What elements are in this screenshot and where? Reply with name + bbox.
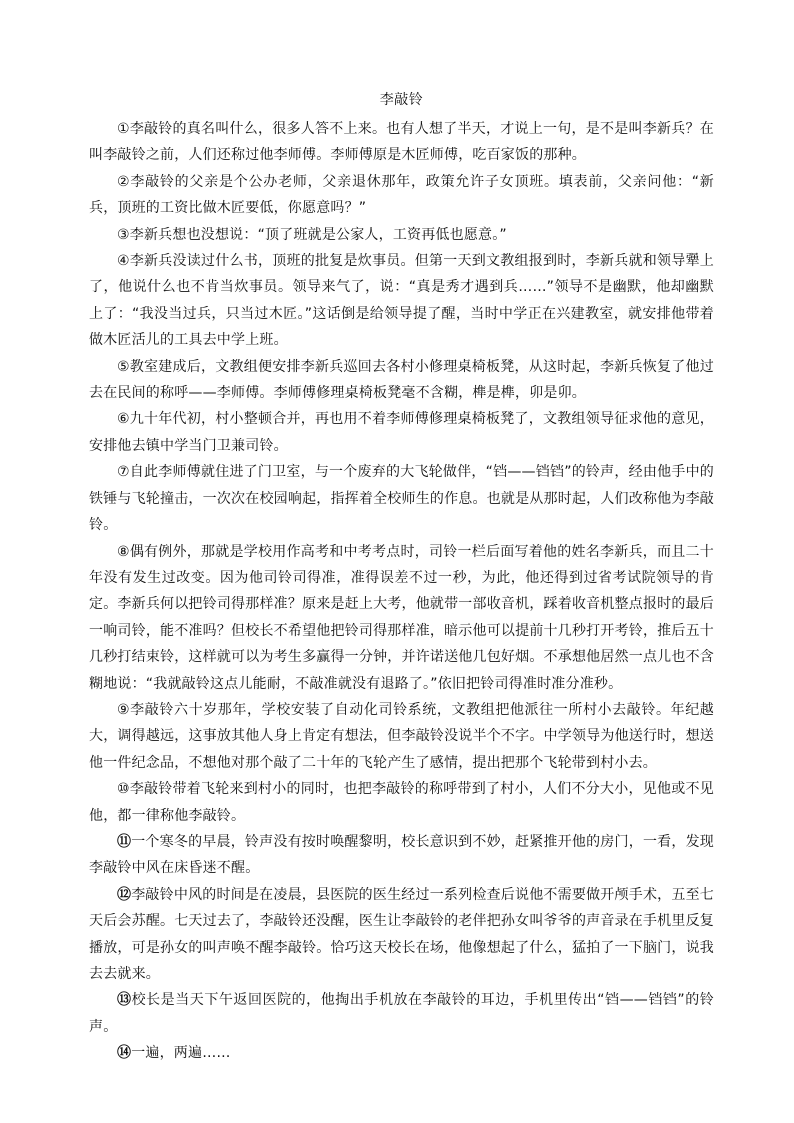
paragraph — [89, 882, 714, 988]
paragraph-number: ⑭ — [117, 1045, 132, 1062]
paragraph — [89, 1040, 714, 1066]
paragraph — [89, 829, 714, 882]
paragraph-number: ④ — [117, 253, 130, 270]
paragraph-text: 一个寒冬的早晨，铃声没有按时唤醒黎明，校长意识到不妙，赶紧推开他的房门，一看，发现李敲铃中风在床昏迷不醒。 — [89, 833, 714, 877]
paragraph — [89, 116, 714, 169]
paragraph-text: 李敲铃的父亲是个公办老师，父亲退休那年，政策允许子女顶班。填表前，父亲问他：“新兵，顶班的工资比做木匠要低，你愿意吗？” — [89, 173, 714, 217]
paragraph-text: 李敲铃中风的时间是在凌晨，县医院的医生经过一系列检查后说他不需要做开颅手术，五至七天后会苏醒。七天过去了，李敲铃还没醒，医生让李敲铃的老伴把孙女叫爷爷的声音录在手机里反复播放，可是孙女的叫声唤不醒李敲铃。恰巧这天校长在场，他像想起了什么，猛拍了一下脑门，说我去去就来。 — [89, 886, 714, 982]
paragraph-text: 李敲铃的真名叫什么，很多人答不上来。也有人想了半天，才说上一句，是不是叫李新兵？在叫李敲铃之前，人们还称过他李师傅。李师傅原是木匠师傅，吃百家饭的那种。 — [89, 121, 714, 164]
paragraph-number: ⑩ — [117, 781, 130, 798]
paragraph-number: ⑪ — [117, 833, 132, 850]
article-body — [89, 116, 714, 1067]
paragraph-number: ⑨ — [117, 701, 131, 718]
paragraph-text: 校长是当天下午返回医院的，他掏出手机放在李敲铃的耳边，手机里传出“铛——铛铛”的铃声。 — [89, 992, 714, 1035]
paragraph — [89, 406, 714, 459]
paragraph — [89, 539, 714, 697]
paragraph-text: 自此李师傅就住进了门卫室，与一个废弃的大飞轮做伴，“铛——铛铛”的铃声，经由他手中的铁锤与飞轮撞击，一次次在校园响起，指挥着全校师生的作息。也就是从那时起，人们改称他为李敲铃。 — [89, 464, 714, 534]
paragraph — [89, 169, 714, 222]
paragraph-text: 李新兵想也没想说：“顶了班就是公家人，工资再低也愿意。” — [129, 226, 507, 243]
paragraph-text: 九十年代初，村小整顿合并，再也用不着李师傅修理桌椅板凳了，文教组领导征求他的意见，安排他去镇中学当门卫兼司铃。 — [89, 411, 714, 454]
paragraph-text: 李敲铃六十岁那年，学校安装了自动化司铃系统，文教组把他派往一所村小去敲铃。年纪越大，调得越远，这事放其他人身上肯定有想法，但李敲铃没说半个不字。中学领导为他送行时，想送他一件纪念品，不想他对那个敲了二十年的飞轮产生了感情，提出把那个飞轮带到村小去。 — [89, 701, 714, 771]
document-title: 李敲铃 — [379, 92, 424, 108]
paragraph — [89, 248, 714, 354]
paragraph — [89, 697, 714, 776]
paragraph-number: ① — [117, 121, 130, 137]
paragraph-number: ③ — [117, 226, 130, 243]
paragraph — [89, 459, 714, 538]
paragraph-number: ⑤ — [117, 358, 130, 375]
paragraph — [89, 354, 714, 407]
paragraph-text: 一遍，两遍…… — [131, 1045, 231, 1062]
paragraph-number: ⑥ — [117, 411, 130, 428]
paragraph-number: ⑦ — [117, 464, 130, 481]
paragraph-number: ⑫ — [117, 886, 132, 903]
paragraph-text: 李敲铃带着飞轮来到村小的同时，也把李敲铃的称呼带到了村小，人们不分大小，见他或不见他，都一律称他李敲铃。 — [89, 781, 714, 824]
paragraph-text: 教室建成后，文教组便安排李新兵巡回去各村小修理桌椅板凳，从这时起，李新兵恢复了他过去在民间的称呼——李师傅。李师傅修理桌椅板凳毫不含糊，榫是榫，卯是卯。 — [89, 358, 714, 402]
paragraph — [89, 987, 714, 1040]
paragraph-number: ⑧ — [117, 543, 130, 560]
paragraph-text: 偶有例外，那就是学校用作高考和中考考点时，司铃一栏后面写着他的姓名李新兵，而且二十年没有发生过改变。因为他司铃司得准，准得误差不过一秒，为此，他还得到过省考试院领导的肯定。李新兵何以把铃司得那样准？原来是赶上大考，他就带一部收音机，踩着收音机整点报时的最后一响司铃，能不准吗？但校长不希望他把铃司得那样准，暗示他可以提前十几秒打开考铃，推后五十几秒打结束铃，这样就可以为考生多赢得一分钟，并许诺送他几包好烟。不承想他居然一点儿也不含糊地说：“我就敲铃这点儿能耐，不敲准就没有退路了。”依旧把铃司得准时准分准秒。 — [89, 543, 714, 692]
paragraph — [89, 776, 714, 829]
paragraph — [89, 222, 714, 248]
paragraph-number: ② — [117, 173, 131, 190]
paragraph-text: 李新兵没读过什么书，顶班的批复是炊事员。但第一天到文教组报到时，李新兵就和领导犟上了，他说什么也不肯当炊事员。领导来气了，说：“真是秀才遇到兵……”领导不是幽默，他却幽默上了：“我没当过兵，只当过木匠。”这话倒是给领导提了醒，当时中学正在兴建教室，就安排他带着做木匠活儿的工具去中学上班。 — [89, 253, 714, 349]
paragraph-number: ⑬ — [117, 992, 132, 1009]
